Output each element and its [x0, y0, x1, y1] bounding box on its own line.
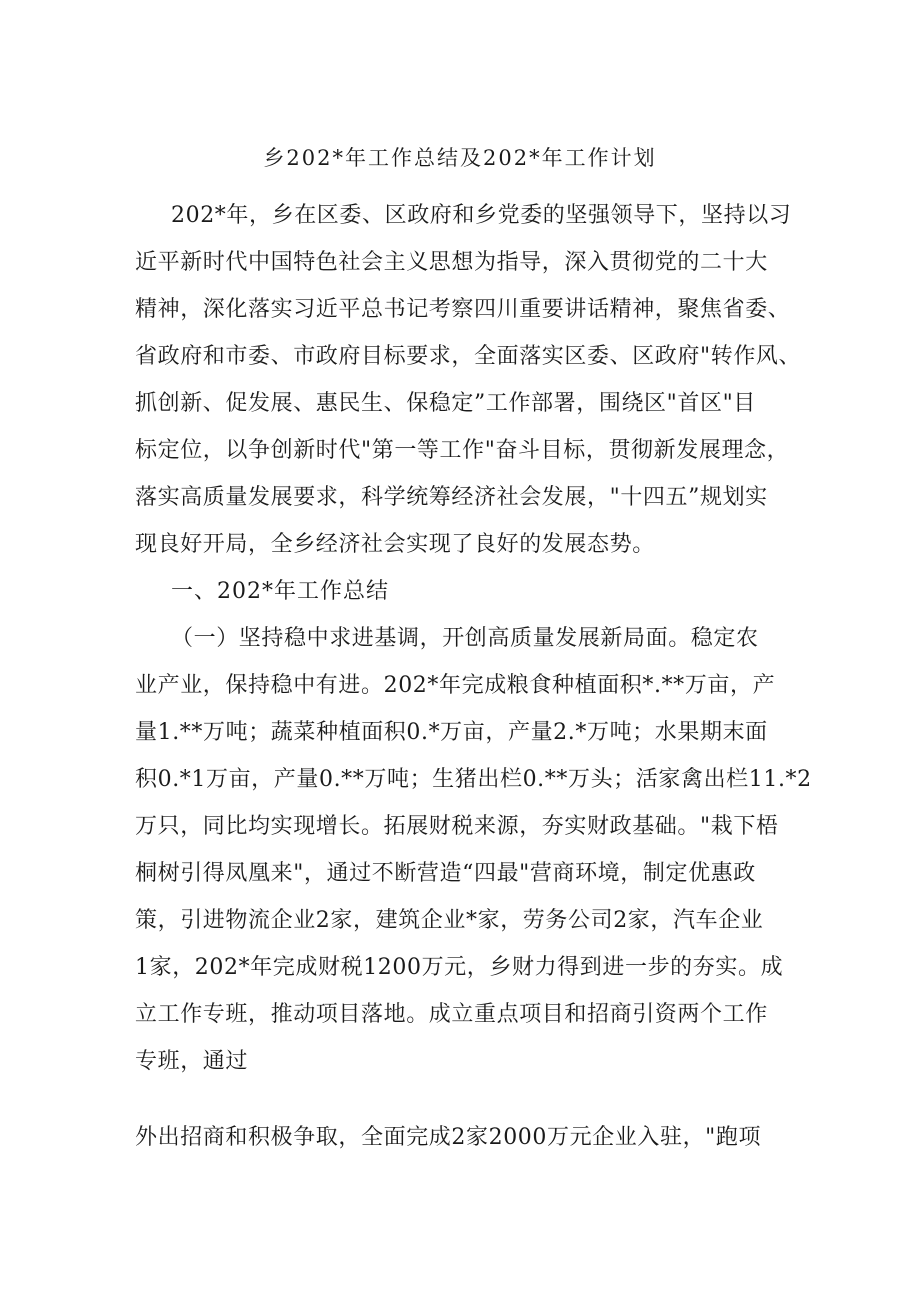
paragraph-line: 策，引进物流企业2家，建筑企业*家，劳务公司2家，汽车企业: [135, 908, 764, 933]
paragraph-line: 现良好开局，全乡经济社会实现了良好的发展态势。: [135, 532, 655, 557]
document-title: 乡202*年工作总结及202*年工作计划: [263, 146, 657, 170]
paragraph-line: 省政府和市委、市政府目标要求，全面落实区委、区政府"转作风、: [135, 344, 802, 369]
paragraph-line: 桐树引得凤凰来"，通过不断营造“四最"营商环境，制定优惠政: [135, 861, 756, 886]
paragraph-line: 精神，深化落实习近平总书记考察四川重要讲话精神，聚焦省委、: [135, 297, 791, 322]
paragraph-line: 近平新时代中国特色社会主义思想为指导，深入贯彻党的二十大: [135, 250, 768, 275]
paragraph-line: 1家，202*年完成财税1200万元，乡财力得到进一步的夯实。成: [135, 955, 784, 980]
paragraph-line: 专班，通过: [135, 1049, 249, 1074]
paragraph-line: 外出招商和积极争取，全面完成2家2000万元企业入驻，"跑项: [135, 1125, 762, 1150]
paragraph-line: 抓创新、促发展、惠民生、保稳定”工作部署，围绕区"首区"目: [135, 391, 756, 416]
paragraph-line: 业产业，保持稳中有进。202*年完成粮食种植面积*.**万亩，产: [135, 673, 776, 698]
paragraph-line: 落实高质量发展要求，科学统筹经济社会发展，"十四五”规划实: [135, 485, 768, 510]
paragraph-line: 202*年，乡在区委、区政府和乡党委的坚强领导下，坚持以习: [171, 203, 792, 228]
paragraph-line: 积0.*1万亩，产量0.**万吨；生猪出栏0.**万头；活家禽出栏11.*2: [135, 767, 812, 792]
paragraph-line: 万只，同比均实现增长。拓展财税来源，夯实财政基础。"栽下梧: [135, 814, 779, 839]
section-heading: 一、202*年工作总结: [171, 579, 389, 604]
paragraph-line: 立工作专班，推动项目落地。成立重点项目和招商引资两个工作: [135, 1002, 768, 1027]
paragraph-line: 量1.**万吨；蔬菜种植面积0.*万亩，产量2.*万吨；水果期末面: [135, 720, 768, 745]
paragraph-line: 标定位，以争创新时代"第一等工作"奋斗目标，贯彻新发展理念，: [135, 438, 790, 463]
paragraph-line: （一）坚持稳中求进基调，开创高质量发展新局面。稳定农: [171, 626, 759, 651]
